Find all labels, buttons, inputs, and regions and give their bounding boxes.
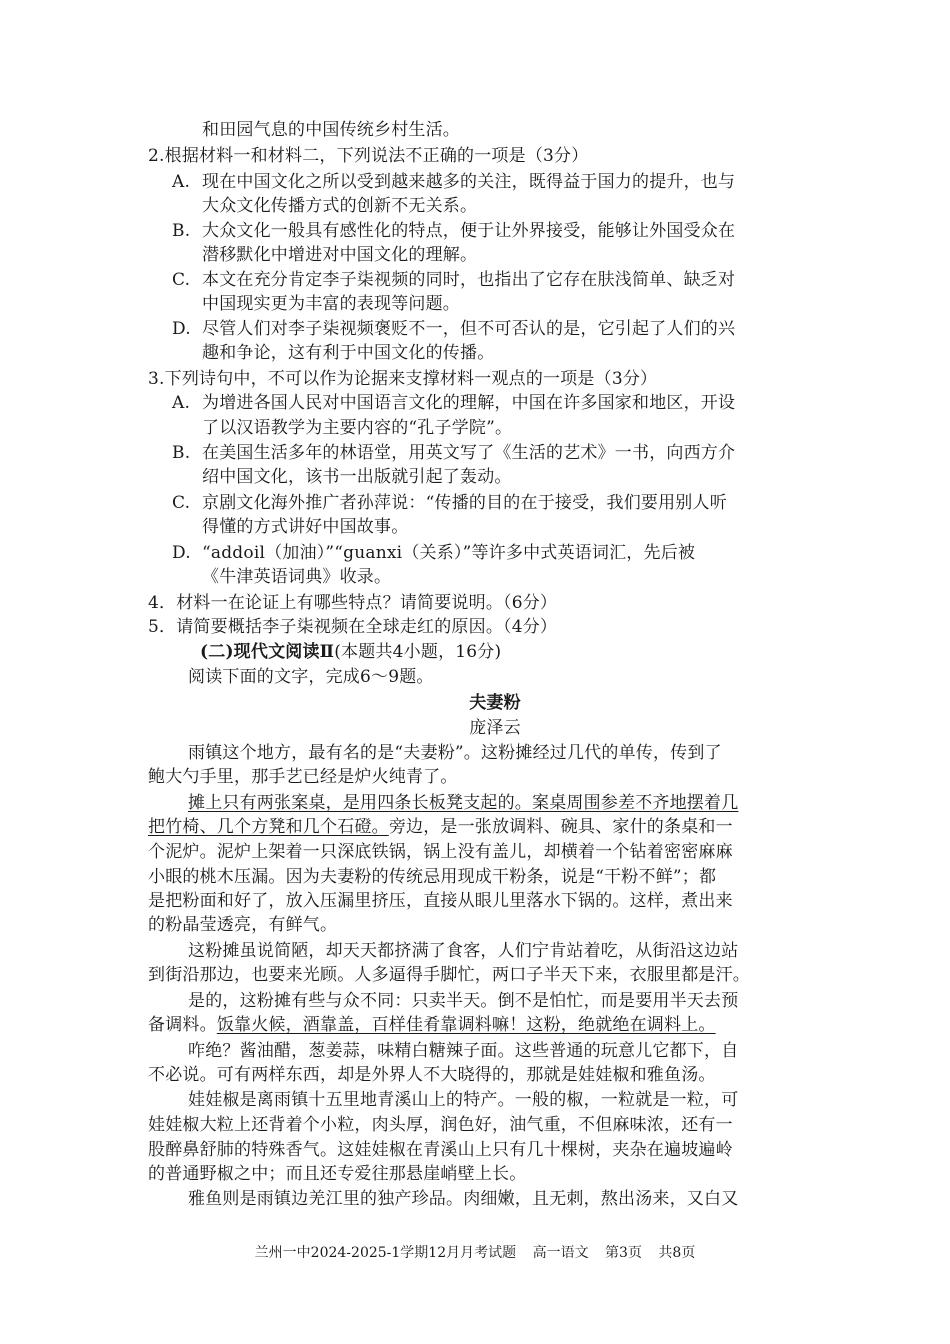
paragraph-line: 雨镇这个地方，最有名的是“夫妻粉”。这粉摊经过几代的单传，传到了 xyxy=(188,743,722,763)
instructions: 阅读下面的文字，完成6～9题。 xyxy=(188,667,434,687)
underlined-sentence: 摊上只有两张案桌，是用四条长板凳支起的。案桌周围参差不齐地摆着几 xyxy=(188,793,739,813)
section-heading xyxy=(200,641,501,663)
option-text: 为增进各国人民对中国语言文化的理解，中国在许多国家和地区，开设 xyxy=(202,393,736,413)
question-5: 5．请简要概括李子柒视频在全球走红的原因。（4分） xyxy=(148,617,558,637)
paragraph-line: 小眼的桃木压漏。因为夫妻粉的传统忌用现成干粉条，说是“干粉不鲜”；都 xyxy=(148,867,717,887)
question-4: 4．材料一在论证上有哪些特点？请简要说明。（6分） xyxy=(148,593,558,613)
underlined-sentence: 把竹椅、几个方凳和几个石磴。 xyxy=(148,817,389,837)
paragraph-line: 不必说。可有两样东西，却是外界人不大晓得的，那就是娃娃椒和雅鱼汤。 xyxy=(148,1065,716,1085)
option-text: 本文在充分肯定李子柒视频的同时，也指出了它存在肤浅简单、缺乏对 xyxy=(202,270,736,290)
option-label: D. xyxy=(172,543,191,563)
page-footer xyxy=(0,1244,950,1262)
option-label: B. xyxy=(172,443,191,463)
option-text: 中国现实更为丰富的表现等问题。 xyxy=(202,294,460,314)
option-text: 绍中国文化，该书一出版就引起了轰动。 xyxy=(202,467,512,487)
option-label: B. xyxy=(172,221,191,241)
paragraph-line: 是把粉面和好了，放入压漏里挤压，直接从眼儿里落水下锅的。这样，煮出来 xyxy=(148,891,733,911)
option-text: 在美国生活多年的林语堂，用英文写了《生活的艺术》一书，向西方介 xyxy=(202,443,736,463)
option-text: 了以汉语教学为主要内容的“孔子学院”。 xyxy=(202,418,513,438)
section-heading-note: (本题共4小题，16分) xyxy=(334,642,502,662)
option-label: D. xyxy=(172,319,191,339)
footer-school: 兰州一中2024-2025-1学期12月月考试题 xyxy=(254,1245,517,1261)
option-text: 潜移默化中增进对中国文化的理解。 xyxy=(202,245,478,265)
footer-page: 第3页 xyxy=(605,1245,642,1261)
paragraph-line: 个泥炉。泥炉上架着一只深底铁锅，锅上没有盖儿，却横着一个钻着密密麻麻 xyxy=(148,842,733,862)
option-text: 大众文化一般具有感性化的特点，便于让外界接受，能够让外国受众在 xyxy=(202,221,736,241)
paragraph-line: 鲍大勺手里，那手艺已经是炉火纯青了。 xyxy=(148,767,458,787)
option-text: 尽管人们对李子柒视频褒贬不一，但不可否认的是，它引起了人们的兴 xyxy=(202,319,736,339)
paragraph-line: 咋绝？酱油醋，葱姜蒜，味精白糖辣子面。这些普通的玩意儿它都下，自 xyxy=(188,1041,739,1061)
paragraph-line: 到街沿那边，也要来光顾。人多逼得手脚忙，两口子半天下来，衣服里都是汗。 xyxy=(148,965,750,985)
paragraph-line: 的普通野椒之中；而且还专爱往那悬崖峭壁上长。 xyxy=(148,1164,527,1184)
paragraph-line xyxy=(148,1014,716,1036)
footer-total: 共8页 xyxy=(658,1245,696,1261)
underlined-sentence: 饭靠火候，酒靠盖，百样佳肴靠调料嘛！这粉，绝就绝在调料上。 xyxy=(216,1015,716,1035)
option-label: C. xyxy=(172,493,191,513)
option-text: 得懂的方式讲好中国故事。 xyxy=(202,517,409,537)
paragraph-text: 备调料。 xyxy=(148,1015,217,1035)
paragraph-line: 是的，这粉摊有些与众不同：只卖半天。倒不是怕忙，而是要用半天去预 xyxy=(188,991,739,1011)
question-3: 3.下列诗句中，不可以作为论据来支撑材料一观点的一项是（3分） xyxy=(148,369,658,389)
passage-title: 夫妻粉 xyxy=(469,693,521,713)
option-label: A. xyxy=(172,393,191,413)
option-label: A. xyxy=(172,172,191,192)
paragraph-line: 雅鱼则是雨镇边羌江里的独产珍品。肉细嫩，且无刺，熬出汤来，又白又 xyxy=(188,1189,739,1209)
section-heading-bold: (二)现代文阅读Ⅱ xyxy=(200,642,335,662)
text-line: 和田园气息的中国传统乡村生活。 xyxy=(202,120,460,140)
option-text: 京剧文化海外推广者孙萍说：“传播的目的在于接受，我们要用别人听 xyxy=(202,493,727,513)
paragraph-text: 旁边，是一张放调料、碗具、家什的条桌和一 xyxy=(388,817,733,837)
option-text: “addoil（加油）”“guanxi（关系）”等许多中式英语词汇，先后被 xyxy=(202,543,696,563)
footer-subject: 高一语文 xyxy=(532,1245,589,1261)
passage-author: 庞泽云 xyxy=(469,718,521,738)
paragraph-line: 的粉晶莹透亮，有鲜气。 xyxy=(148,915,338,935)
question-2: 2.根据材料一和材料二，下列说法不正确的一项是（3分） xyxy=(148,146,589,166)
option-text: 现在中国文化之所以受到越来越多的关注，既得益于国力的提升，也与 xyxy=(202,172,736,192)
paragraph-line: 这粉摊虽说简陋，却天天都挤满了食客，人们宁肯站着吃，从街沿这边站 xyxy=(188,941,739,961)
paragraph-line: 娃娃椒是离雨镇十五里地青溪山上的特产。一般的椒，一粒就是一粒，可 xyxy=(188,1090,739,1110)
option-text: 《牛津英语词典》收录。 xyxy=(202,567,392,587)
option-label: C. xyxy=(172,270,191,290)
option-text: 趣和争论，这有利于中国文化的传播。 xyxy=(202,343,495,363)
paragraph-line xyxy=(148,816,733,838)
paragraph-line: 股醉鼻舒肺的特殊香气。这娃娃椒在青溪山上只有几十棵树，夹杂在遍坡遍岭 xyxy=(148,1140,733,1160)
paragraph-line: 娃娃椒大粒上还背着个小粒，肉头厚，润色好，油气重，不但麻味浓，还有一 xyxy=(148,1115,733,1135)
option-text: 大众文化传播方式的创新不无关系。 xyxy=(202,196,478,216)
